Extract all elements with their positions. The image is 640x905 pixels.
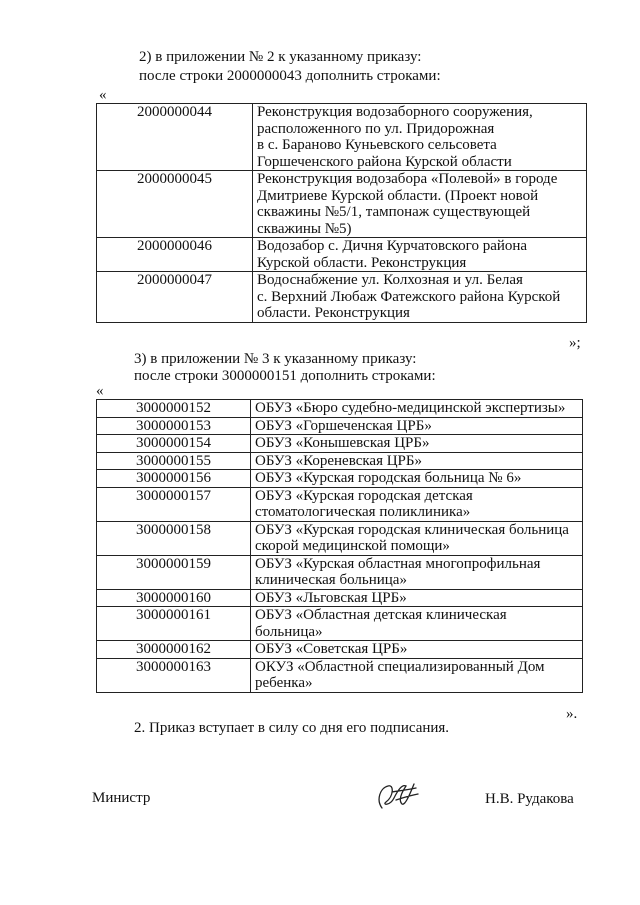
row-description <box>251 435 583 453</box>
signer-position: Министр <box>92 790 151 806</box>
description-line: Водозабор с. Дичня Курчатовского района <box>257 238 528 254</box>
row-description <box>251 607 583 641</box>
section3-subheading: после строки 3000000151 дополнить строками: <box>134 368 436 384</box>
row-description <box>251 470 583 488</box>
description-line: ОБУЗ «Советская ЦРБ» <box>255 641 408 657</box>
row-description <box>251 400 583 418</box>
description-line: с. Верхний Любаж Фатежского района Курской <box>257 288 561 305</box>
signer-name: Н.В. Рудакова <box>485 791 574 807</box>
description-line: стоматологическая поликлиника» <box>255 504 471 520</box>
table-row <box>97 452 583 470</box>
row-code: 3000000163 <box>97 658 251 692</box>
description-line: Реконструкция водозабора «Полевой» в городе <box>257 171 558 187</box>
row-code: 2000000047 <box>97 272 253 323</box>
description-line: ОКУЗ «Областной специализированный Дом <box>255 658 545 675</box>
row-description <box>253 104 587 171</box>
description-line: ребенка» <box>255 675 313 691</box>
row-description <box>251 555 583 589</box>
row-description <box>253 171 587 238</box>
row-code: 3000000155 <box>97 452 251 470</box>
table-row <box>97 521 583 555</box>
table-row <box>97 171 587 238</box>
description-line: скважины №5) <box>257 220 352 237</box>
section3-table <box>96 399 583 693</box>
description-line: ОБУЗ «Курская городская клиническая больница <box>255 521 569 538</box>
row-code: 3000000159 <box>97 555 251 589</box>
description-line: Реконструкция водозаборного сооружения, <box>257 104 533 120</box>
row-code: 2000000045 <box>97 171 253 238</box>
row-code: 2000000046 <box>97 238 253 272</box>
row-code: 3000000162 <box>97 641 251 659</box>
row-code: 3000000160 <box>97 589 251 607</box>
table-row <box>97 238 587 272</box>
description-line: ОБУЗ «Областная детская клиническая <box>255 607 507 623</box>
section2-close-quote: »; <box>569 335 581 351</box>
description-line: ОБУЗ «Курская областная многопрофильная <box>255 555 541 572</box>
row-code: 3000000153 <box>97 417 251 435</box>
order-effective-clause: 2. Приказ вступает в силу со дня его подписания. <box>134 720 450 736</box>
description-line: области. Реконструкция <box>257 305 410 321</box>
table-row <box>97 555 583 589</box>
handwritten-signature <box>372 778 422 816</box>
section3-heading: 3) в приложении № 3 к указанному приказу: <box>134 351 417 367</box>
description-line: ОБУЗ «Курская городская больница № 6» <box>255 470 522 486</box>
table-row <box>97 104 587 171</box>
description-line: ОБУЗ «Курская городская детская <box>255 487 473 504</box>
description-line: расположенного по ул. Придорожная <box>257 120 495 137</box>
description-line: ОБУЗ «Горшеченская ЦРБ» <box>255 417 432 434</box>
description-line: Горшеченского района Курской области <box>257 153 512 170</box>
table-row <box>97 272 587 323</box>
row-code: 3000000154 <box>97 435 251 453</box>
table-row <box>97 487 583 521</box>
row-description <box>251 641 583 659</box>
description-line: скорой медицинской помощи» <box>255 538 450 554</box>
section3-close-quote: ». <box>566 706 578 722</box>
description-line: клиническая больница» <box>255 572 407 588</box>
row-description <box>251 521 583 555</box>
description-line: ОБУЗ «Льговская ЦРБ» <box>255 589 407 606</box>
table-row <box>97 435 583 453</box>
row-description <box>253 272 587 323</box>
table-row <box>97 658 583 692</box>
row-description <box>251 417 583 435</box>
description-line: ОБУЗ «Конышевская ЦРБ» <box>255 435 430 451</box>
table-row <box>97 607 583 641</box>
row-description <box>251 589 583 607</box>
section2-heading: 2) в приложении № 2 к указанному приказу: <box>139 49 422 65</box>
description-line: Дмитриеве Курской области. (Проект новой <box>257 187 539 204</box>
description-line: ОБУЗ «Бюро судебно-медицинской экспертизы» <box>255 400 566 416</box>
row-description <box>251 487 583 521</box>
section3-open-quote: « <box>96 383 104 399</box>
row-code: 3000000158 <box>97 521 251 555</box>
section2-table <box>96 103 587 323</box>
row-code: 3000000156 <box>97 470 251 488</box>
table-row <box>97 400 583 418</box>
section2-open-quote: « <box>99 87 107 103</box>
row-code: 2000000044 <box>97 104 253 171</box>
table-row <box>97 589 583 607</box>
table-row <box>97 470 583 488</box>
row-code: 3000000157 <box>97 487 251 521</box>
row-code: 3000000152 <box>97 400 251 418</box>
row-description <box>251 452 583 470</box>
description-line: скважины №5/1, тампонаж существующей <box>257 204 531 220</box>
description-line: в с. Бараново Куньевского сельсовета <box>257 137 497 153</box>
section2-subheading: после строки 2000000043 дополнить строками: <box>139 68 441 84</box>
description-line: ОБУЗ «Кореневская ЦРБ» <box>255 452 423 469</box>
description-line: Курской области. Реконструкция <box>257 254 467 271</box>
row-code: 3000000161 <box>97 607 251 641</box>
description-line: Водоснабжение ул. Колхозная и ул. Белая <box>257 272 523 288</box>
row-description <box>251 658 583 692</box>
table-row <box>97 417 583 435</box>
description-line: больница» <box>255 623 323 640</box>
row-description <box>253 238 587 272</box>
table-row <box>97 641 583 659</box>
